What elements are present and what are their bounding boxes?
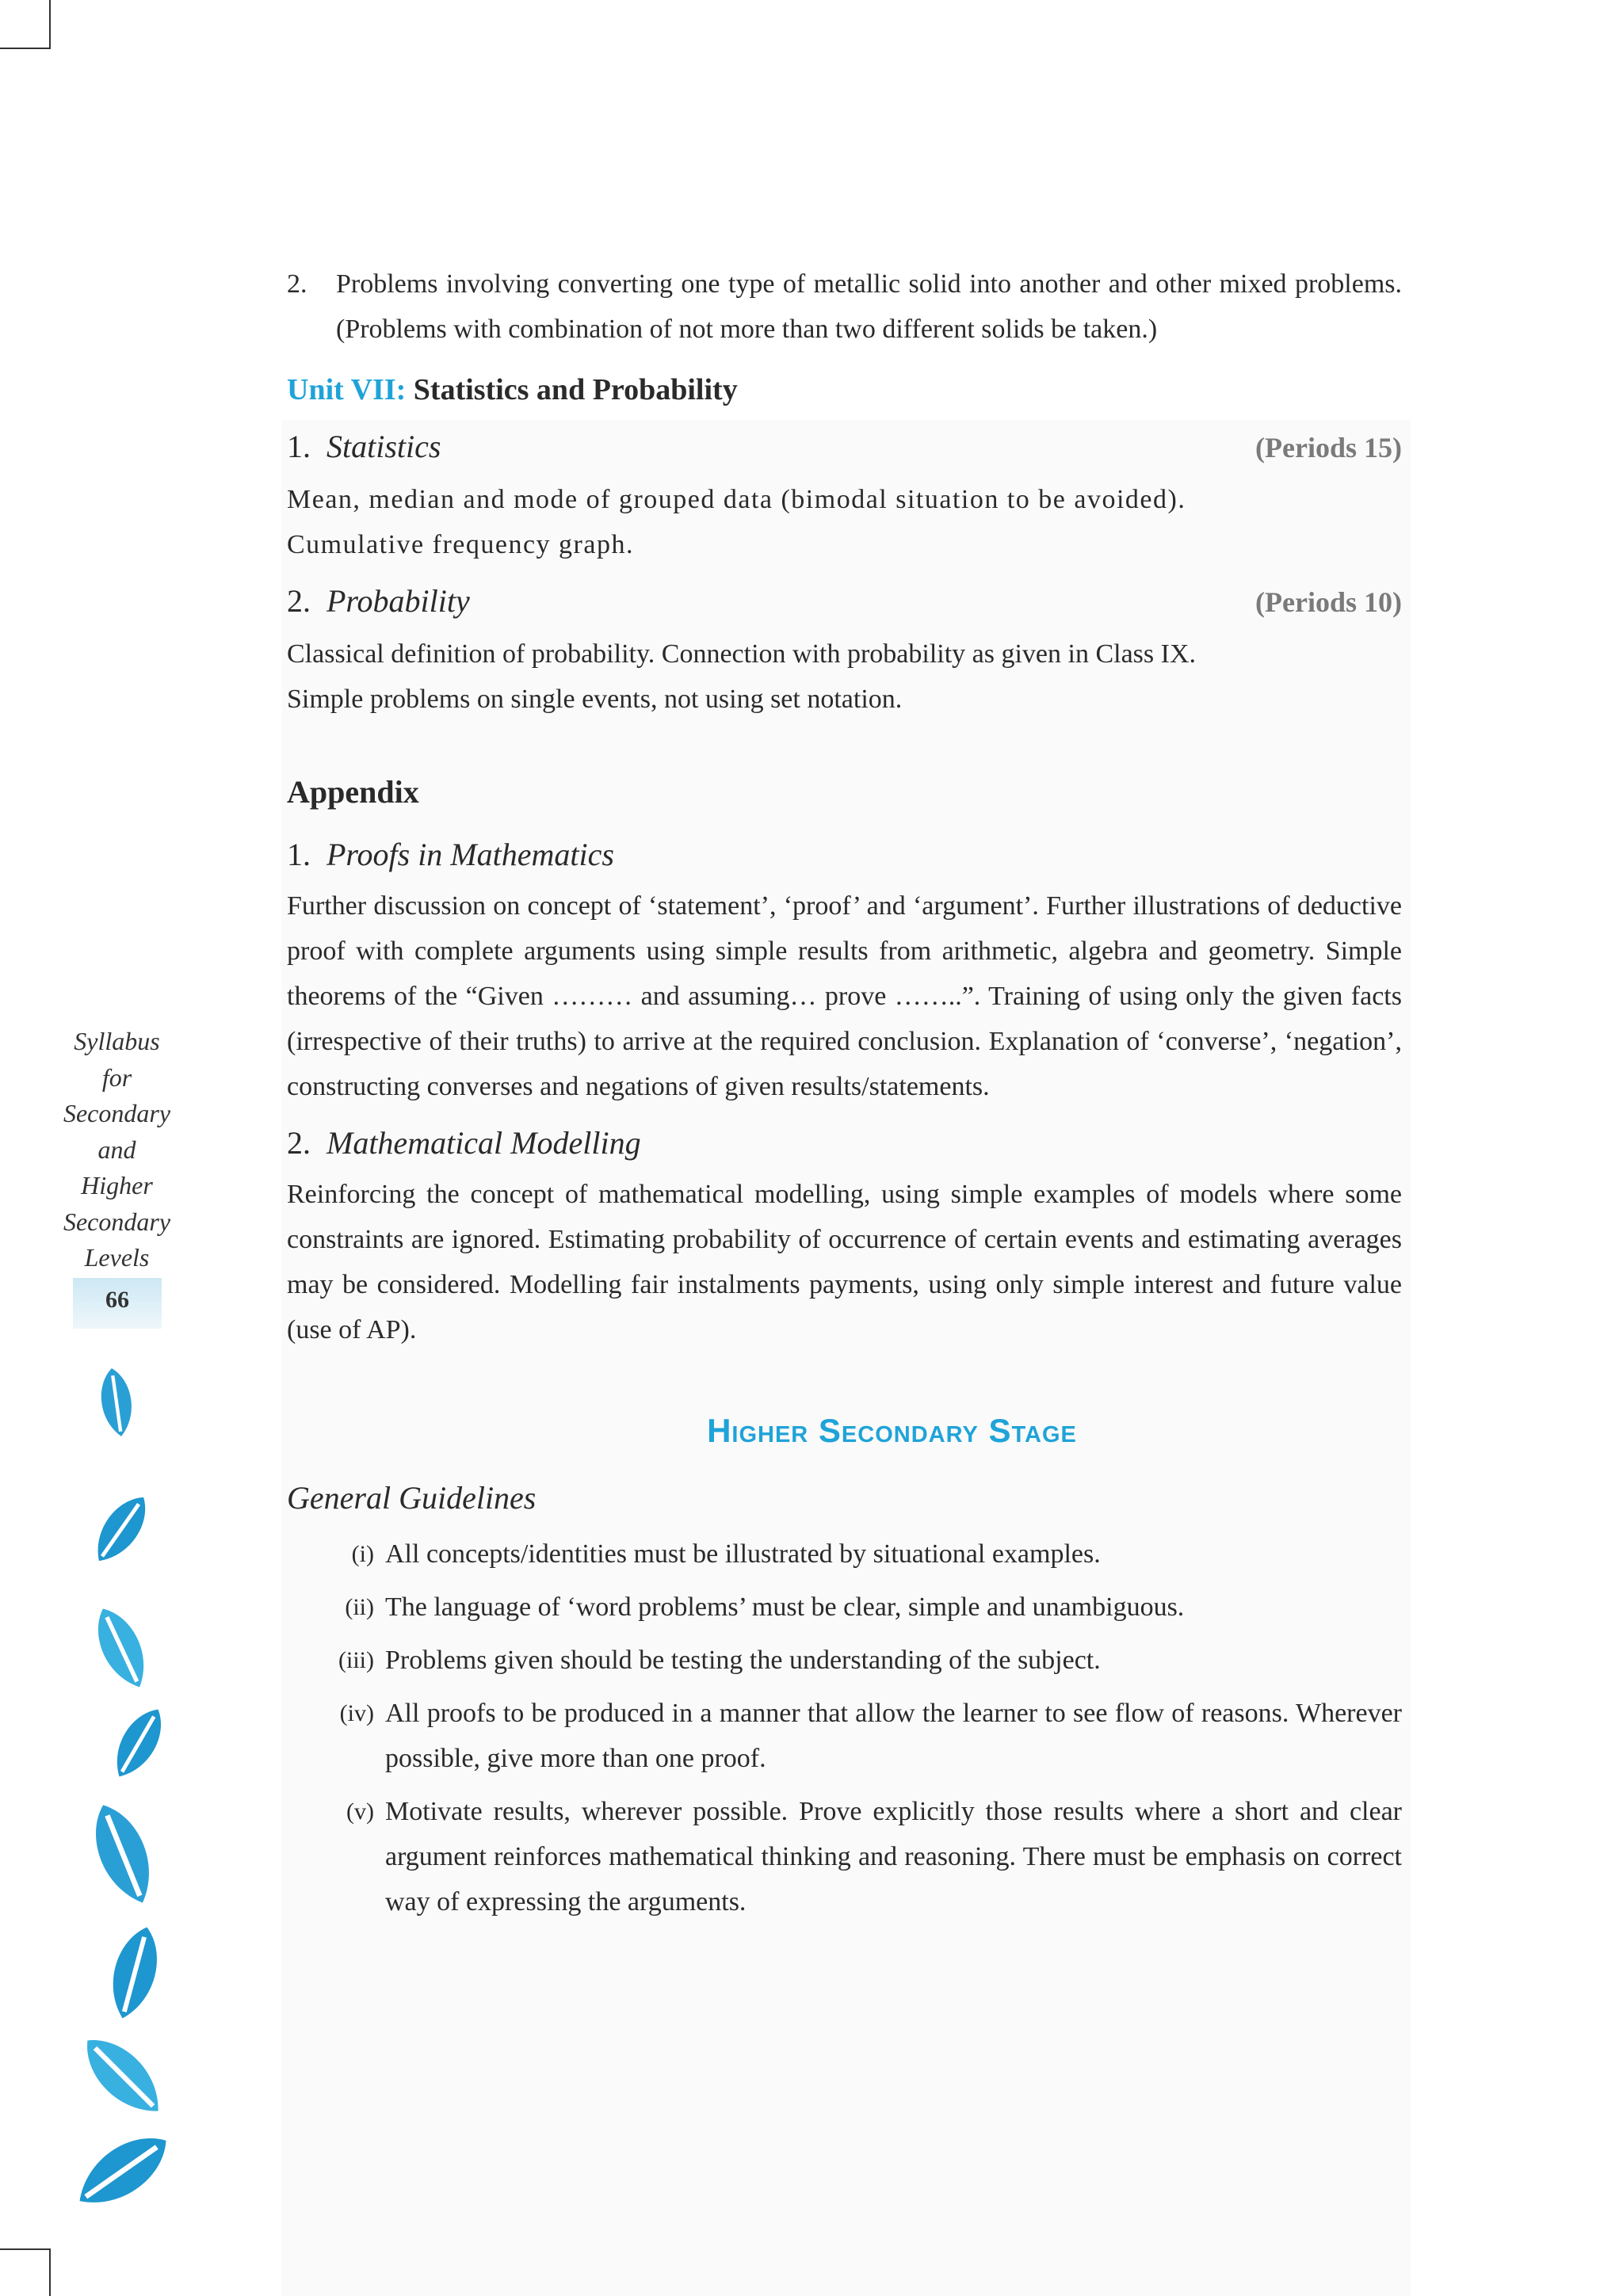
sidebar-line: Syllabus — [74, 1027, 160, 1055]
list-text: The language of ‘word problems’ must be clear, simple and unambiguous. — [385, 1592, 1185, 1622]
unit-heading — [287, 368, 1402, 413]
list-text: All concepts/identities must be illustrated by situational examples. — [385, 1539, 1101, 1569]
probability-body — [287, 631, 1402, 722]
leaf-icon — [103, 1922, 166, 2023]
statistics-heading — [287, 424, 1402, 471]
sidebar-line: Levels — [84, 1243, 150, 1272]
leaf-icon — [105, 1701, 172, 1785]
section-number: 2. — [287, 1125, 311, 1161]
body-paragraph: Reinforcing the concept of mathematical modelling, using simple examples of models where some constraints are ignored. Estimating probability of occurrence of certain events and estimating averages may be considered. Modelling fair instalments payments, using only simple interest and future value (use of AP). — [287, 1180, 1402, 1344]
proofs-heading — [287, 832, 1402, 877]
list-marker: (iv) — [339, 1700, 374, 1726]
list-marker: (ii) — [345, 1594, 374, 1620]
list-text: Motivate results, wherever possible. Prove explicitly those results where a short and clear argument reinforces mathematical thinking and reasoning. There must be emphasis on correct way of expressing the arguments. — [385, 1797, 1402, 1917]
sidebar-line: Secondary — [63, 1207, 171, 1236]
item-text: Problems involving converting one type of metallic solid into another and other mixed problems. (Problems with combination of not more than two different solids be taken.) — [336, 269, 1402, 344]
section-number: 1. — [287, 837, 311, 872]
body-line: Simple problems on single events, not using set notation. — [287, 685, 903, 714]
main-content — [287, 261, 1402, 1932]
leaf-icon — [82, 1797, 164, 1912]
sidebar-title — [48, 1024, 186, 1276]
list-item — [287, 1789, 1402, 1924]
sidebar-line: Secondary — [63, 1099, 171, 1127]
leaf-icon — [86, 1601, 157, 1695]
section-number: 1. — [287, 429, 311, 464]
periods-label: (Periods 15) — [1255, 432, 1402, 463]
crop-mark-top-horizontal — [0, 48, 51, 49]
body-line: Cumulative frequency graph. — [287, 530, 634, 559]
unit-label: Unit VII: — [287, 373, 407, 406]
section-title: Mathematical Modelling — [327, 1125, 641, 1161]
continuation-item — [287, 261, 1402, 352]
sidebar-line: for — [101, 1062, 132, 1092]
leaf-icon — [67, 2122, 179, 2219]
leaf-icon — [86, 1488, 158, 1570]
list-marker: (iii) — [338, 1647, 374, 1673]
modelling-heading — [287, 1120, 1402, 1165]
proofs-body — [287, 883, 1402, 1109]
higher-secondary-stage-title: Higher Secondary Stage — [707, 1412, 1077, 1449]
section-number: 2. — [287, 583, 311, 619]
leaf-decoration — [44, 1347, 202, 2234]
probability-heading — [287, 578, 1402, 625]
list-item — [287, 1585, 1402, 1630]
leaf-icon — [72, 2025, 173, 2126]
list-text: All proofs to be produced in a manner that allow the learner to see flow of reasons. Wherever possible, give more than one proof. — [385, 1699, 1402, 1773]
list-text: Problems given should be testing the understanding of the subject. — [385, 1646, 1101, 1675]
item-number: 2. — [287, 269, 307, 299]
general-guidelines-heading: General Guidelines — [287, 1480, 537, 1516]
body-line: Classical definition of probability. Connection with probability as given in Class IX. — [287, 639, 1197, 669]
section-title: Proofs in Mathematics — [327, 837, 614, 872]
periods-label: (Periods 10) — [1255, 586, 1402, 618]
guidelines-list — [287, 1531, 1402, 1924]
list-item — [287, 1531, 1402, 1577]
sidebar-line: and — [97, 1135, 136, 1164]
statistics-body — [287, 477, 1402, 567]
section-title: Statistics — [327, 429, 441, 464]
leaf-icon — [97, 1366, 136, 1438]
crop-mark-bottom-horizontal — [0, 2248, 51, 2250]
list-marker: (i) — [351, 1541, 374, 1567]
modelling-body — [287, 1172, 1402, 1352]
page-number-badge: 66 — [73, 1278, 162, 1329]
unit-title: Statistics and Probability — [413, 373, 738, 406]
body-paragraph: Further discussion on concept of ‘statement’, ‘proof’ and ‘argument’. Further illustrations of deductive proof with complete arguments using simple results from arithmetic, algebra and geometry. Simple theorems of the “Given ……… and assuming… prove ……..”. Training of using only the given facts (irrespective of their truths) to arrive at the required conclusion. Explanation of ‘converse’, ‘negation’, constructing converses and negations of given results/statements. — [287, 891, 1402, 1101]
crop-mark-top-vertical — [49, 0, 51, 49]
list-item — [287, 1638, 1402, 1683]
section-title: Probability — [327, 583, 470, 619]
appendix-heading: Appendix — [287, 774, 419, 810]
sidebar-line: Higher — [81, 1171, 153, 1199]
body-line: Mean, median and mode of grouped data (bimodal situation to be avoided). — [287, 485, 1186, 514]
crop-mark-bottom-vertical — [49, 2248, 51, 2296]
list-marker: (v) — [346, 1798, 374, 1825]
list-item — [287, 1691, 1402, 1781]
